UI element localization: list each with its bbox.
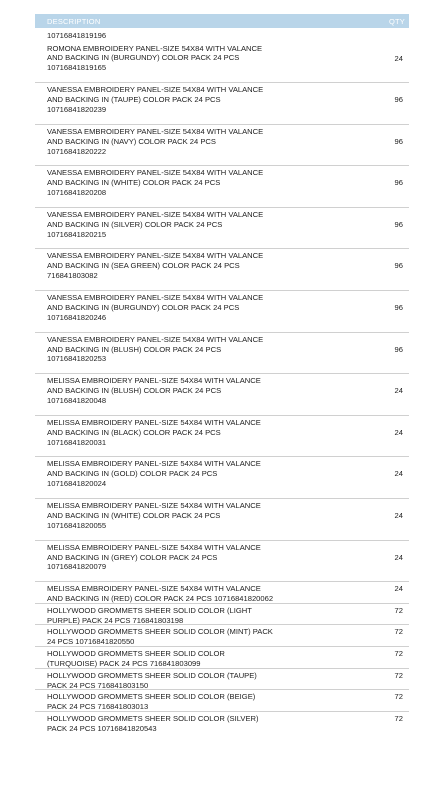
description-line-3: 10716841819165 xyxy=(47,63,107,73)
table-row xyxy=(35,604,409,626)
description-line-2: PACK 24 PCS 10716841820543 xyxy=(47,723,157,733)
item-description xyxy=(47,627,347,647)
description-line-3: 10716841820222 xyxy=(47,146,107,156)
item-description xyxy=(47,671,347,691)
item-qty: 72 xyxy=(394,692,403,702)
table-row xyxy=(35,582,409,604)
table-row xyxy=(35,208,409,250)
description-line-1: HOLLYWOOD GROMMETS SHEER SOLID COLOR (LIGHT xyxy=(47,605,252,615)
description-line-1: HOLLYWOOD GROMMETS SHEER SOLID COLOR (BEIGE) xyxy=(47,692,256,702)
description-line-2: AND BACKING IN (WHITE) COLOR PACK 24 PCS xyxy=(47,178,221,188)
description-line-3: 10716841820048 xyxy=(47,396,107,406)
item-qty: 24 xyxy=(394,584,403,594)
description-line-2: AND BACKING IN (GREY) COLOR PACK 24 PCS xyxy=(47,552,218,562)
description-line-2: PURPLE) PACK 24 PCS 716841803198 xyxy=(47,615,184,625)
item-description xyxy=(47,543,347,573)
description-line-2: AND BACKING IN (SEA GREEN) COLOR PACK 24 PCS xyxy=(47,261,240,271)
description-line-1: HOLLYWOOD GROMMETS SHEER SOLID COLOR xyxy=(47,649,225,658)
table-row xyxy=(35,249,409,291)
description-line-3: 10716841820215 xyxy=(47,229,107,239)
description-line-2: (TURQUOISE) PACK 24 PCS 716841803099 xyxy=(47,658,201,668)
item-description xyxy=(47,714,347,734)
description-line-3: 10716841820246 xyxy=(47,312,107,322)
description-line-1: MELISSA EMBROIDERY PANEL-SIZE 54X84 WITH VALANCE xyxy=(47,376,261,386)
description-line-2: AND BACKING IN (BURGUNDY) COLOR PACK 24 PCS xyxy=(47,53,240,63)
item-description xyxy=(47,649,347,669)
table-row xyxy=(35,690,409,712)
description-line-3: 10716841820031 xyxy=(47,437,107,447)
table-row xyxy=(35,83,409,125)
description-line-2: AND BACKING IN (TAUPE) COLOR PACK 24 PCS xyxy=(47,95,221,104)
description-line-1: VANESSA EMBROIDERY PANEL-SIZE 54X84 WITH VALANCE xyxy=(47,126,264,136)
description-line-2: AND BACKING IN (BURGUNDY) COLOR PACK 24 PCS xyxy=(47,302,240,312)
description-column-header: DESCRIPTION xyxy=(47,17,101,26)
table-row xyxy=(35,166,409,208)
table-row xyxy=(35,374,409,416)
description-line-3: 10716841820055 xyxy=(47,520,107,530)
table-row xyxy=(35,416,409,458)
description-line-1: VANESSA EMBROIDERY PANEL-SIZE 54X84 WITH VALANCE xyxy=(47,293,264,303)
description-line-1: HOLLYWOOD GROMMETS SHEER SOLID COLOR (MINT) PACK xyxy=(47,627,273,637)
description-line-3: 10716841820239 xyxy=(47,104,107,114)
description-line-2: AND BACKING IN (SILVER) COLOR PACK 24 PCS xyxy=(47,219,223,229)
description-line-2: AND BACKING IN (GOLD) COLOR PACK 24 PCS xyxy=(47,469,218,479)
description-line-1: HOLLYWOOD GROMMETS SHEER SOLID COLOR (SILVER) xyxy=(47,713,259,723)
table-row xyxy=(35,647,409,669)
description-line-2: AND BACKING IN (WHITE) COLOR PACK 24 PCS xyxy=(47,510,221,520)
description-line-2: AND BACKING IN (NAVY) COLOR PACK 24 PCS xyxy=(47,136,216,146)
description-line-1: MELISSA EMBROIDERY PANEL-SIZE 54X84 WITH VALANCE xyxy=(47,459,261,469)
item-qty: 96 xyxy=(394,219,403,229)
item-description xyxy=(47,44,347,74)
item-description xyxy=(47,692,347,712)
table-row xyxy=(35,291,409,333)
item-qty: 96 xyxy=(394,95,403,105)
item-description xyxy=(47,293,347,323)
item-qty: 72 xyxy=(394,627,403,637)
description-line-1: VANESSA EMBROIDERY PANEL-SIZE 54X84 WITH VALANCE xyxy=(47,251,264,261)
table-row xyxy=(35,42,409,84)
table-row xyxy=(35,333,409,375)
item-qty: 96 xyxy=(394,178,403,188)
item-description xyxy=(47,127,347,157)
item-list xyxy=(35,14,409,733)
item-description xyxy=(47,376,347,406)
item-qty: 72 xyxy=(394,649,403,658)
item-description xyxy=(47,606,347,626)
item-qty: 24 xyxy=(394,511,403,521)
description-line-3: 10716841820024 xyxy=(47,479,107,489)
description-line-2: AND BACKING IN (BLUSH) COLOR PACK 24 PCS xyxy=(47,344,222,354)
item-qty: 72 xyxy=(394,713,403,723)
item-qty: 96 xyxy=(394,261,403,271)
description-line-2: PACK 24 PCS 716841803150 xyxy=(47,680,149,690)
table-row xyxy=(35,457,409,499)
table-row xyxy=(35,625,409,647)
item-description xyxy=(47,85,347,115)
item-description xyxy=(47,335,347,365)
description-line-1: MELISSA EMBROIDERY PANEL-SIZE 54X84 WITH VALANCE xyxy=(47,542,261,552)
description-line-2: AND BACKING IN (BLACK) COLOR PACK 24 PCS xyxy=(47,427,221,437)
table-row xyxy=(35,541,409,583)
item-qty: 24 xyxy=(394,552,403,562)
item-qty: 96 xyxy=(394,344,403,354)
description-line-1: VANESSA EMBROIDERY PANEL-SIZE 54X84 WITH VALANCE xyxy=(47,334,264,344)
item-qty: 96 xyxy=(394,136,403,146)
item-description xyxy=(47,501,347,531)
description-line-1: ROMONA EMBROIDERY PANEL-SIZE 54X84 WITH VALANCE xyxy=(47,43,263,53)
table-row xyxy=(35,712,409,734)
item-rows xyxy=(35,42,409,734)
description-line-3: 716841803082 xyxy=(47,271,98,281)
item-qty: 24 xyxy=(394,469,403,479)
item-qty: 72 xyxy=(394,670,403,680)
description-line-1: MELISSA EMBROIDERY PANEL-SIZE 54X84 WITH VALANCE xyxy=(47,501,261,511)
description-line-1: VANESSA EMBROIDERY PANEL-SIZE 54X84 WITH VALANCE xyxy=(47,168,264,178)
item-description xyxy=(47,459,347,489)
table-row xyxy=(35,125,409,167)
description-line-3: 10716841820079 xyxy=(47,562,107,572)
item-qty: 72 xyxy=(394,605,403,615)
item-qty: 24 xyxy=(394,53,403,63)
table-row xyxy=(35,499,409,541)
description-line-1: VANESSA EMBROIDERY PANEL-SIZE 54X84 WITH VALANCE xyxy=(47,85,264,95)
description-line-2: AND BACKING IN (BLUSH) COLOR PACK 24 PCS xyxy=(47,386,222,396)
description-line-3: 10716841820208 xyxy=(47,188,107,198)
qty-column-header: QTY xyxy=(388,17,405,26)
table-header xyxy=(35,14,409,28)
description-line-3: 10716841820253 xyxy=(47,354,107,364)
item-description xyxy=(47,168,347,198)
item-description xyxy=(47,418,347,448)
carryover-sku: 10716841819196 xyxy=(47,31,107,40)
description-line-2: PACK 24 PCS 716841803013 xyxy=(47,702,149,712)
table-row xyxy=(35,669,409,691)
item-description xyxy=(47,251,347,281)
description-line-1: HOLLYWOOD GROMMETS SHEER SOLID COLOR (TAUPE) xyxy=(47,670,257,680)
description-line-1: VANESSA EMBROIDERY PANEL-SIZE 54X84 WITH VALANCE xyxy=(47,209,264,219)
description-line-1: MELISSA EMBROIDERY PANEL-SIZE 54X84 WITH VALANCE xyxy=(47,584,261,594)
item-qty: 24 xyxy=(394,386,403,396)
item-qty: 24 xyxy=(394,427,403,437)
item-description xyxy=(47,210,347,240)
item-description xyxy=(47,584,347,604)
description-line-2: AND BACKING IN (RED) COLOR PACK 24 PCS 10716841820062 xyxy=(47,594,274,604)
description-line-2: 24 PCS 10716841820550 xyxy=(47,637,135,647)
description-line-1: MELISSA EMBROIDERY PANEL-SIZE 54X84 WITH VALANCE xyxy=(47,417,261,427)
item-qty: 96 xyxy=(394,303,403,313)
